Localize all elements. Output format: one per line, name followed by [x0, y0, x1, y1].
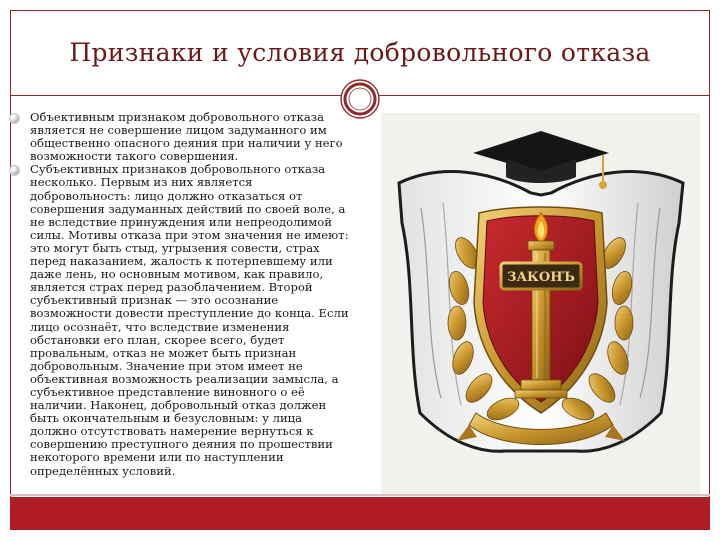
bullet-icon — [9, 113, 20, 124]
paragraph-subjective — [30, 163, 352, 477]
body-text — [30, 111, 352, 478]
plaque-text: ЗАКОНЪ — [507, 270, 575, 285]
paragraph-objective-text: Объективным признаком добровольного отказа является не совершение лицом задуманного им общественно опасного деяния при наличии у него возможности такого совершения. — [30, 110, 343, 164]
law-emblem-icon — [381, 113, 700, 494]
paragraph-objective — [30, 111, 352, 163]
footer-bar — [10, 497, 710, 530]
footer-divider — [10, 494, 710, 496]
slide-title: Признаки и условия добровольного отказа — [69, 38, 651, 67]
paragraph-subjective-text: Субъективных признаков добровольного отказа несколько. Первым из них является добровольность: лицо должно отказаться от совершения задуманных действий по своей воле, а не вследствие принуждения или непреодолимой силы. Мотивы отказа при этом значения не имеют: это могут быть стыд, угрызения совести, страх перед наказанием, жалость к потерпевшему или даже лень, но основным мотивом, как правило, является страх перед разоблачением. Второй субъективный признак — это осознание возможности довести преступление до конца. Если лицо осознаёт, что вследствие изменения обстановки его план, скорее всего, будет провальным, отказ не может быть признан добровольным. Значение при этом имеет не объективная возможность реализации замысла, а субъективное представление виновного о её наличии. Наконец, добровольный отказ должен быть окончательным и безусловным: у лица должно отсутствовать намерение вернуться к совершению преступного деяния по прошествии некоторого времени или по наступлении определённых условий. — [30, 162, 349, 478]
emblem-panel — [381, 113, 700, 494]
law-plaque — [501, 263, 581, 289]
